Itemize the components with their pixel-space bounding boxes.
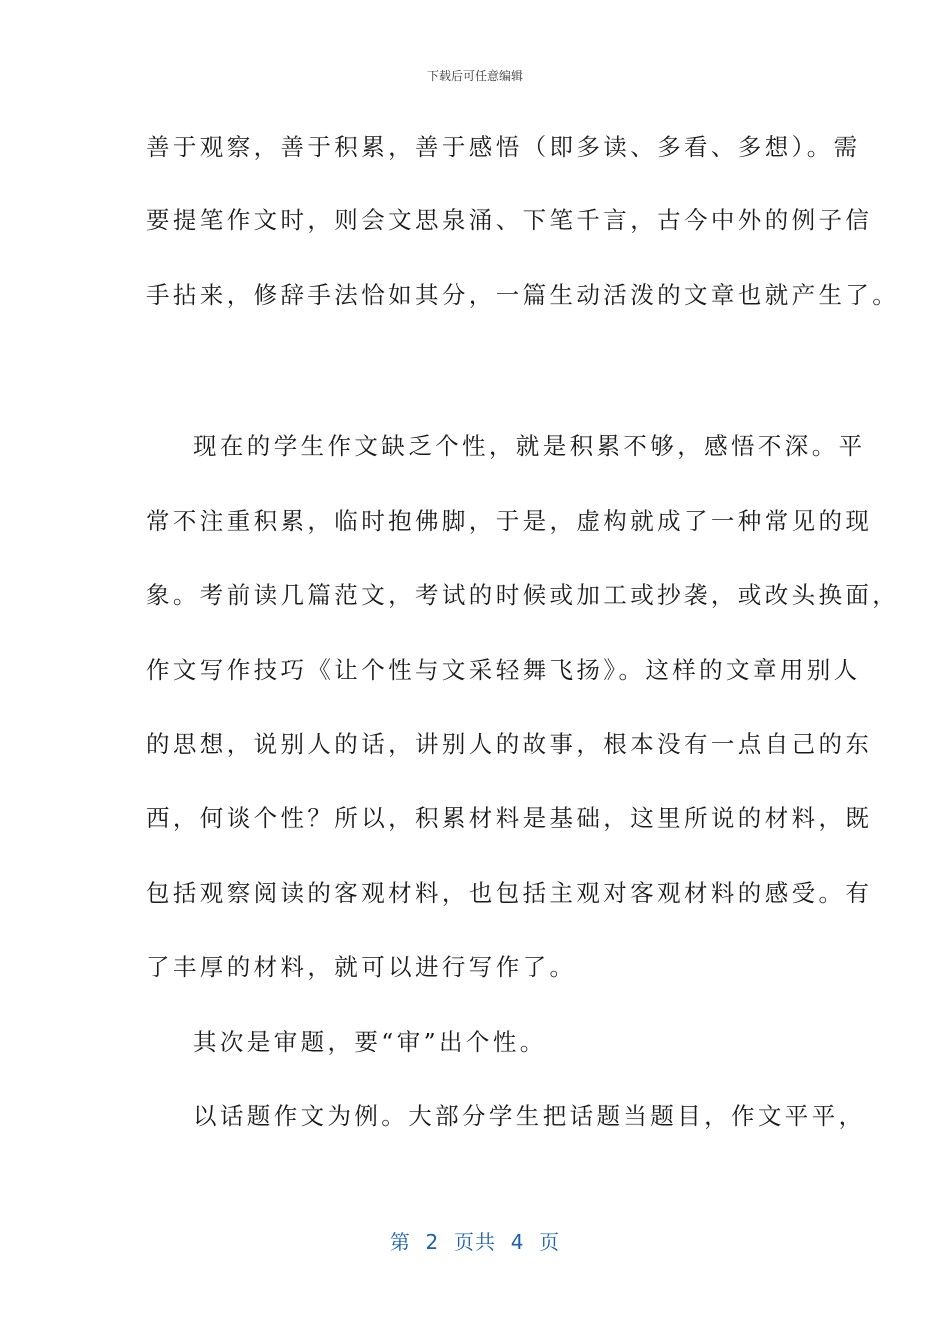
text-line: 的思想，说别人的话，讲别人的故事，根本没有一点自己的东 (146, 730, 873, 758)
text-line: 了丰厚的材料，就可以进行写作了。 (146, 953, 577, 981)
text-line: 善于观察，善于积累，善于感悟（即多读、多看、多想）。需 (146, 133, 861, 161)
text-line: 包括观察阅读的客观材料，也包括主观对客观材料的感受。有 (146, 879, 873, 907)
page-header-note: 下载后可任意编辑 (426, 69, 523, 83)
page-number-footer: 第 2 页共 4 页 (389, 1230, 561, 1254)
text-line-paragraph-start: 现在的学生作文缺乏个性，就是积累不够，感悟不深。平 (193, 432, 866, 460)
text-line: 象。考前读几篇范文，考试的时候或加工或抄袭，或改头换面， (146, 581, 900, 609)
text-line: 常不注重积累，临时抱佛脚，于是，虚构就成了一种常见的现 (146, 507, 873, 535)
text-line-paragraph-start: 其次是审题，要“审”出个性。 (193, 1028, 547, 1056)
text-line: 手拈来，修辞手法恰如其分，一篇生动活泼的文章也就产生了。 (146, 281, 900, 309)
text-line: 西，何谈个性？所以，积累材料是基础，这里所说的材料，既 (146, 804, 873, 832)
text-line: 要提笔作文时，则会文思泉涌、下笔千言，古今中外的例子信 (146, 206, 873, 234)
text-line: 作文写作技巧《让个性与文采轻舞飞扬》。这样的文章用别人 (146, 656, 861, 684)
text-line-paragraph-start: 以话题作文为例。大部分学生把话题当题目，作文平平， (193, 1102, 866, 1130)
